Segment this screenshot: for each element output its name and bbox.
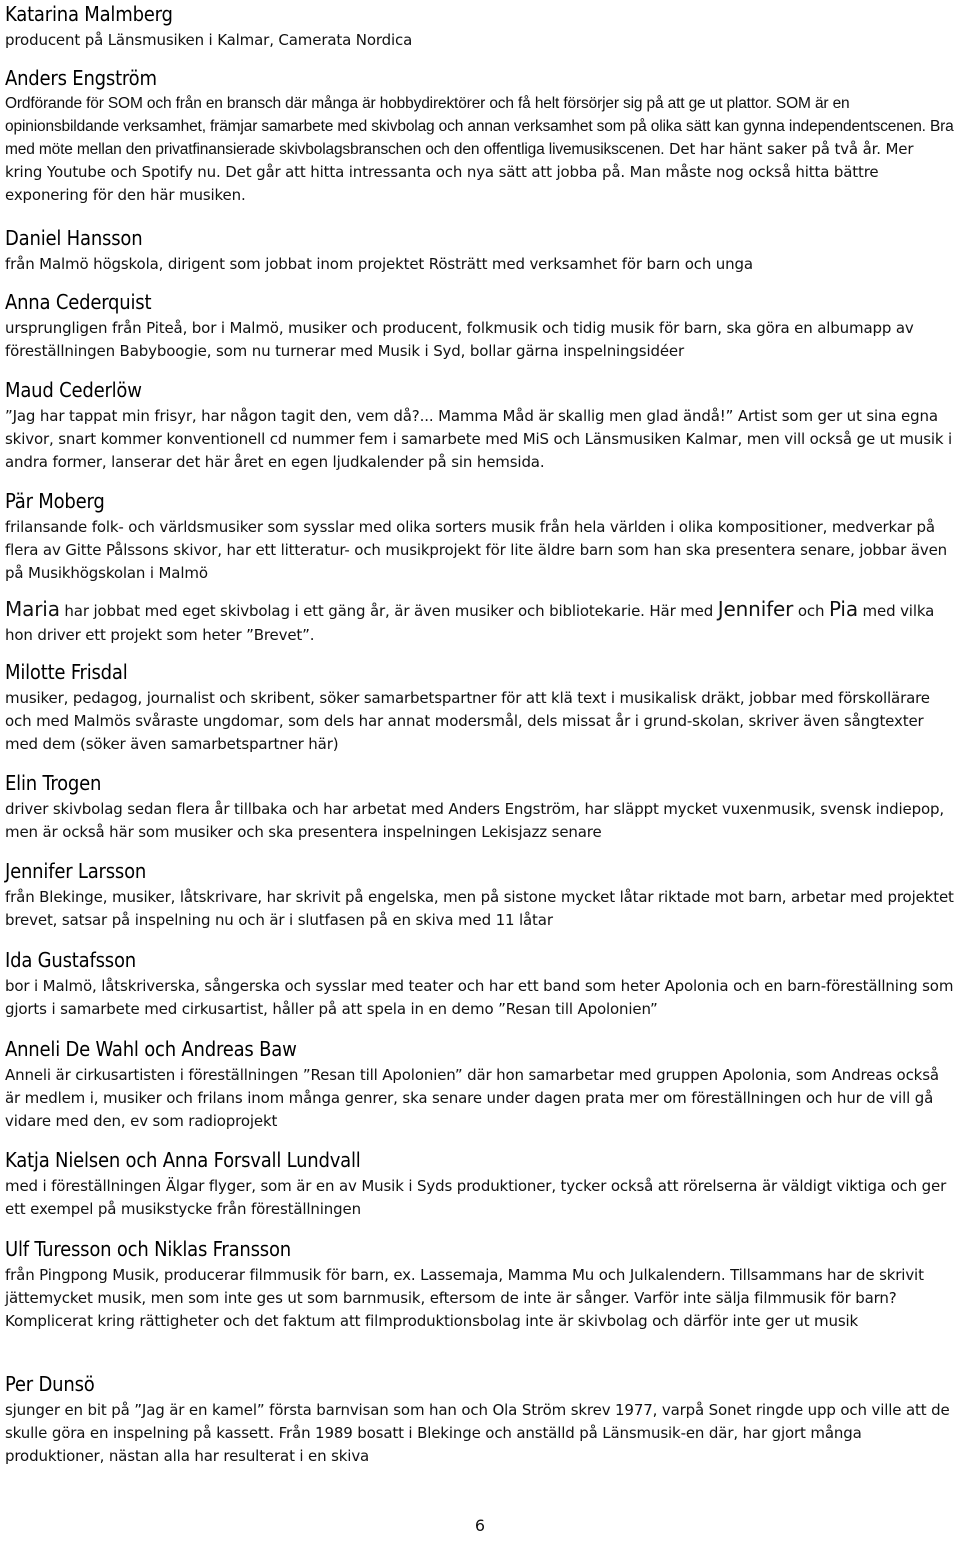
entry-jennifer-larsson: [5, 859, 955, 932]
person-name: Pär Moberg: [5, 489, 105, 513]
entry-milotte-frisdal: [5, 660, 955, 756]
person-name: Elin Trogen: [5, 771, 102, 795]
page-number: 6: [474, 1516, 486, 1535]
person-description: ”Jag har tappat min frisyr, har någon tagit den, vem då?... Mamma Måd är skallig men glad ändå!” Artist som ger ut sina egna skivor, snart kommer konventionell cd nummer fem i samarbete med MiS och Länsmusiken Kalmar, men vill också ge ut musik i andra former, lanserar det här året en egen ljudkalender på sin hemsida.: [5, 407, 953, 471]
person-description: frilansande folk- och världsmusiker som sysslar med olika sorters musik från hela världen i olika kompositioner, medverkar på flera av Gitte Pålssons skivor, har ett litteratur- och musikprojekt för lite äldre barn som han ska presentera senare, jobbar även på Musikhögskolan i Malmö: [5, 518, 947, 582]
person-name: Maria: [5, 597, 60, 621]
entry-elin-trogen: [5, 771, 955, 844]
person-name: Daniel Hansson: [5, 226, 143, 250]
person-name: Katja Nielsen och Anna Forsvall Lundvall: [5, 1148, 361, 1172]
description-part: med vilka hon driver ett projekt som heter ”Brevet”.: [5, 602, 935, 644]
description-part: och: [793, 602, 829, 620]
entry-maria-jennifer-pia: [5, 597, 955, 647]
person-description: [5, 597, 955, 647]
description-part-b: Det har hänt saker på två år. Mer kring Youtube och Spotify nu. Det går att hitta intressanta och nya sätt att jobba på. Man måste nog också hitta bättre exponering för den här musiken.: [5, 140, 914, 204]
person-name: Anneli De Wahl och Andreas Baw: [5, 1037, 297, 1061]
person-description: med i föreställningen Älgar flyger, som är en av Musik i Syds produktioner, tycker också att rörelserna är väldigt viktiga och ger ett exempel på musikstycke från föreställningen: [5, 1177, 947, 1218]
person-description: från Pingpong Musik, producerar filmmusik för barn, ex. Lassemaja, Mamma Mu och Julkalendern. Tillsammans har de skrivit jättemycket musik, men som inte ges ut som barnmusik, eftersom de inte är sånger. Varför inte sälja filmmusik för barn? Komplicerat kring rättigheter och det faktum att filmproduktionsbolag inte är skivbolag och därför inte ger ut musik: [5, 1266, 924, 1330]
description-part: har jobbat med eget skivbolag i ett gäng år, är även musiker och bibliotekarie. Här med: [59, 602, 718, 620]
entry-katja-nielsen-anna-forsvall-lundvall: [5, 1148, 955, 1221]
person-description: driver skivbolag sedan flera år tillbaka och har arbetat med Anders Engström, har släppt mycket vuxenmusik, svensk indiepop, men är också här som musiker och ska presentera inspelningen Lekisjazz senare: [5, 800, 944, 841]
person-name: Ida Gustafsson: [5, 948, 136, 972]
person-description: sjunger en bit på ”Jag är en kamel” första barnvisan som han och Ola Ström skrev 1977, varpå Sonet ringde upp och ville att de skulle göra en inspelning på kassett. Från 1989 bosatt i Blekinge och anställd på Länsmusik-en där, har gjort många produktioner, nästan alla har resulterat i en skiva: [5, 1401, 950, 1465]
entry-per-dunso: [5, 1372, 955, 1468]
person-name: Anna Cederquist: [5, 290, 152, 314]
person-name: Jennifer Larsson: [5, 859, 147, 883]
person-description: från Malmö högskola, dirigent som jobbat inom projektet Rösträtt med verksamhet för barn och unga: [5, 255, 753, 273]
entry-ulf-turesson-niklas-fransson: [5, 1237, 955, 1333]
person-name: Per Dunsö: [5, 1372, 95, 1396]
person-name-pia: Pia: [828, 597, 858, 621]
entry-par-moberg: [5, 489, 955, 585]
person-name: Milotte Frisdal: [5, 660, 128, 684]
person-description: [5, 92, 955, 207]
person-description: ursprungligen från Piteå, bor i Malmö, musiker och producent, folkmusik och tidig musik för barn, ska göra en albumapp av föreställningen Babyboogie, som nu turnerar med Musik i Syd, bollar gärna inspelningsidéer: [5, 319, 914, 360]
entry-anneli-de-wahl-andreas-baw: [5, 1037, 955, 1133]
person-description: musiker, pedagog, journalist och skribent, söker samarbetspartner för att klä text i musikalisk dräkt, jobbar med förskollärare och med Malmös svåraste ungdomar, som dels har annat modersmål, dels missat år i grund-skolan, skriver även sångtexter med dem (söker även samarbetspartner här): [5, 689, 930, 753]
description-part-a: Ordförande för SOM och från en bransch där många är hobbydirektörer och få helt försörjer sig på att ge ut plattor. SOM är en opinionsbildande verksamhet, främjar samarbete med skivbolag och annan verksamhet som på olika sätt kan gynna independentscenen. Bra med möte mellan den privatfinansierade skivbolagsbranschen och den offentliga livemusikscenen.: [5, 95, 954, 158]
person-name: Maud Cederlöw: [5, 378, 142, 402]
person-name: Katarina Malmberg: [5, 2, 173, 26]
person-name-jennifer: Jennifer: [717, 597, 794, 621]
person-description: producent på Länsmusiken i Kalmar, Camerata Nordica: [5, 31, 413, 49]
entry-anders-engstrom: [5, 66, 955, 207]
entry-katarina-malmberg: [5, 2, 955, 52]
person-description: Anneli är cirkusartisten i föreställningen ”Resan till Apolonien” där hon samarbetar med gruppen Apolonia, som Andreas också är medlem i, musiker och frilans inom många genrer, ska senare under dagen prata mer om föreställningen och hur de vill gå vidare med den, ev som radioprojekt: [5, 1066, 939, 1130]
entry-daniel-hansson: [5, 226, 955, 276]
entry-maud-cederlow: [5, 378, 955, 474]
person-name: Ulf Turesson och Niklas Fransson: [5, 1237, 291, 1261]
entry-anna-cederquist: [5, 290, 955, 363]
person-description: från Blekinge, musiker, låtskrivare, har skrivit på engelska, men på sistone mycket låtar riktade mot barn, arbetar med projektet brevet, satsar på inspelning nu och är i slutfasen på en skiva med 11 låtar: [5, 888, 954, 929]
entry-ida-gustafsson: [5, 948, 955, 1021]
person-description: bor i Malmö, låtskriverska, sångerska och sysslar med teater och har ett band som heter Apolonia och en barn-föreställning som gjorts i samarbete med cirkusartist, håller på att spela in en demo ”Resan till Apolonien”: [5, 977, 954, 1018]
person-name: Anders Engström: [5, 66, 157, 90]
